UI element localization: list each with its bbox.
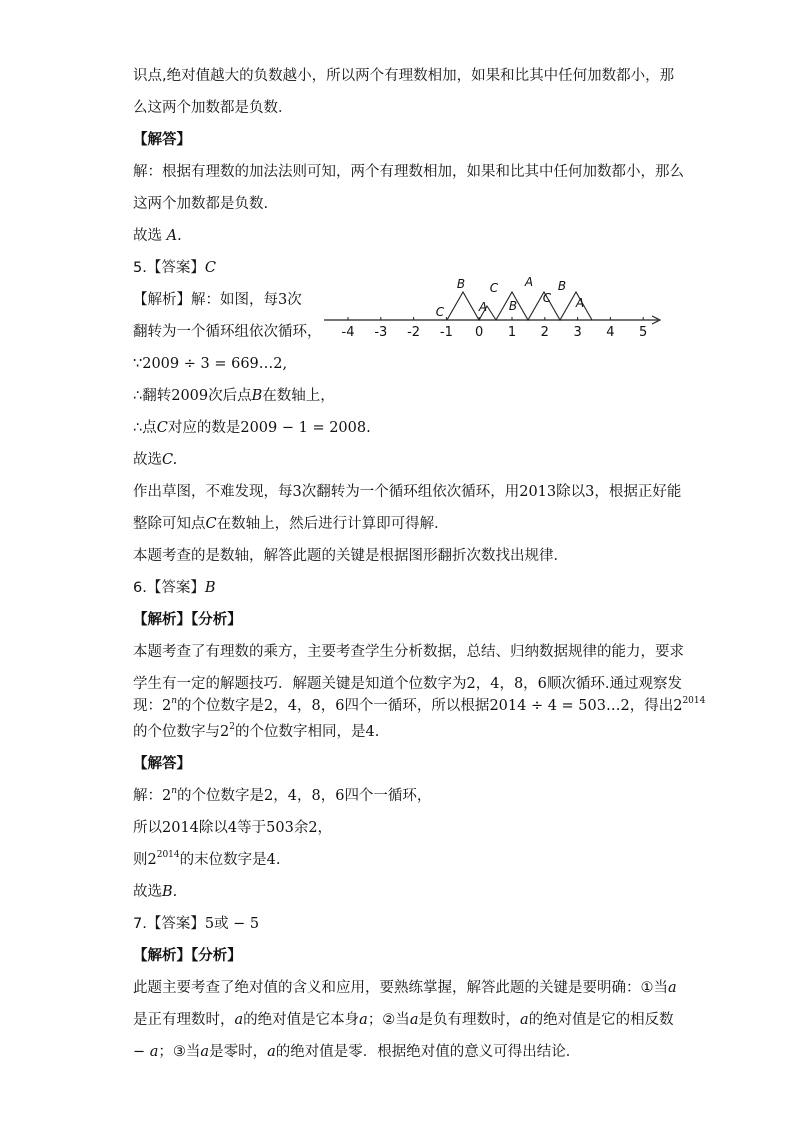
text-line: − a；③当a是零时，a的绝对值是零．根据绝对值的意义可得出结论． — [133, 1044, 581, 1060]
text-line: 现：2$^n$的个位数字是2，4，8，6四个一循环，所以根据2014 ÷ 4 = 503…2，得出$2^{2014}$ — [133, 696, 706, 714]
text-line: 作出草图，不难发现，每3次翻转为一个循环组依次循环，用2013除以3，根据正好能 — [133, 484, 682, 500]
point-label: A — [524, 275, 534, 289]
text-line: 翻转为一个循环组依次循环， — [133, 324, 322, 340]
section-heading: 【解析】【分析】 — [133, 948, 242, 964]
tick-label: 1 — [507, 325, 517, 340]
text-line: 学生有一定的解题技巧．解题关键是知道个位数字为2，4，8，6顺次循环.通过观察发 — [133, 676, 683, 692]
text-line: 本题考查了有理数的乘方，主要考查学生分析数据，总结、归纳数据规律的能力，要求 — [133, 644, 684, 660]
answer-line: 5.【答案】C — [133, 260, 216, 276]
point-label: A — [575, 296, 585, 310]
text-line: 整除可知点C在数轴上，然后进行计算即可得解． — [133, 516, 449, 532]
point-label: C — [435, 305, 445, 319]
text-line: 么这两个加数都是负数． — [133, 100, 293, 116]
text-line: 所以2014除以4等于503余2， — [133, 820, 333, 836]
point-label: B — [456, 277, 466, 291]
section-heading: 【解答】 — [133, 132, 191, 148]
text-line: 解：2$^n$的个位数字是2，4，8，6四个一循环， — [133, 786, 432, 804]
tick-label: -3 — [374, 325, 388, 340]
text-line: 此题主要考查了绝对值的含义和应用，要熟练掌握，解答此题的关键是要明确：①当a — [133, 980, 677, 996]
section-heading: 【解答】 — [133, 756, 191, 772]
text-line: 本题考查的是数轴，解答此题的关键是根据图形翻折次数找出规律． — [133, 548, 568, 564]
point-label: C — [489, 281, 499, 295]
text-line: 故选C. — [133, 452, 178, 468]
tick-label: 4 — [606, 325, 615, 340]
point-label: A — [478, 300, 488, 314]
tick-label: -1 — [439, 325, 453, 340]
text-line: 故选B. — [133, 884, 178, 900]
section-heading: 【解析】【分析】 — [133, 612, 242, 628]
text-line: 的个位数字与$2^2$的个位数字相同，是4. — [133, 722, 380, 740]
text-line: 则$2^{2014}$的末位数字是4. — [133, 850, 281, 868]
text-line: 故选 A. — [133, 228, 182, 244]
point-label: B — [557, 279, 567, 293]
tick-label: -4 — [341, 325, 355, 340]
text-line: ∵2009 ÷ 3 = 669…2, — [133, 356, 288, 372]
text-line: 识点,绝对值越大的负数越小，所以两个有理数相加，如果和比其中任何加数都小，那 — [133, 68, 675, 84]
point-label: C — [542, 291, 552, 305]
tick-label: 5 — [639, 325, 648, 340]
tick-label: -2 — [407, 325, 421, 340]
tick-label: 3 — [573, 325, 582, 340]
flip-path — [447, 292, 592, 320]
answer-line: 6.【答案】B — [133, 580, 216, 596]
text-line: 【解析】解：如图，每3次 — [133, 292, 302, 308]
text-line: 解：根据有理数的加法法则可知，两个有理数相加，如果和比其中任何加数都小，那么 — [133, 164, 684, 180]
point-label: B — [508, 299, 518, 313]
text-line: 这两个加数都是负数. — [133, 196, 269, 212]
tick-label: 0 — [475, 325, 484, 340]
answer-line: 7.【答案】5或 − 5 — [133, 916, 260, 932]
tick-label: 2 — [540, 325, 549, 340]
text-line: 是正有理数时，a的绝对值是它本身a；②当a是负有理数时，a的绝对值是它的相反数 — [133, 1012, 674, 1028]
text-line: ∴翻转2009次后点B在数轴上， — [133, 388, 335, 404]
text-line: ∴点C对应的数是2009 − 1 = 2008. — [133, 420, 371, 436]
number-line-figure — [318, 272, 668, 342]
